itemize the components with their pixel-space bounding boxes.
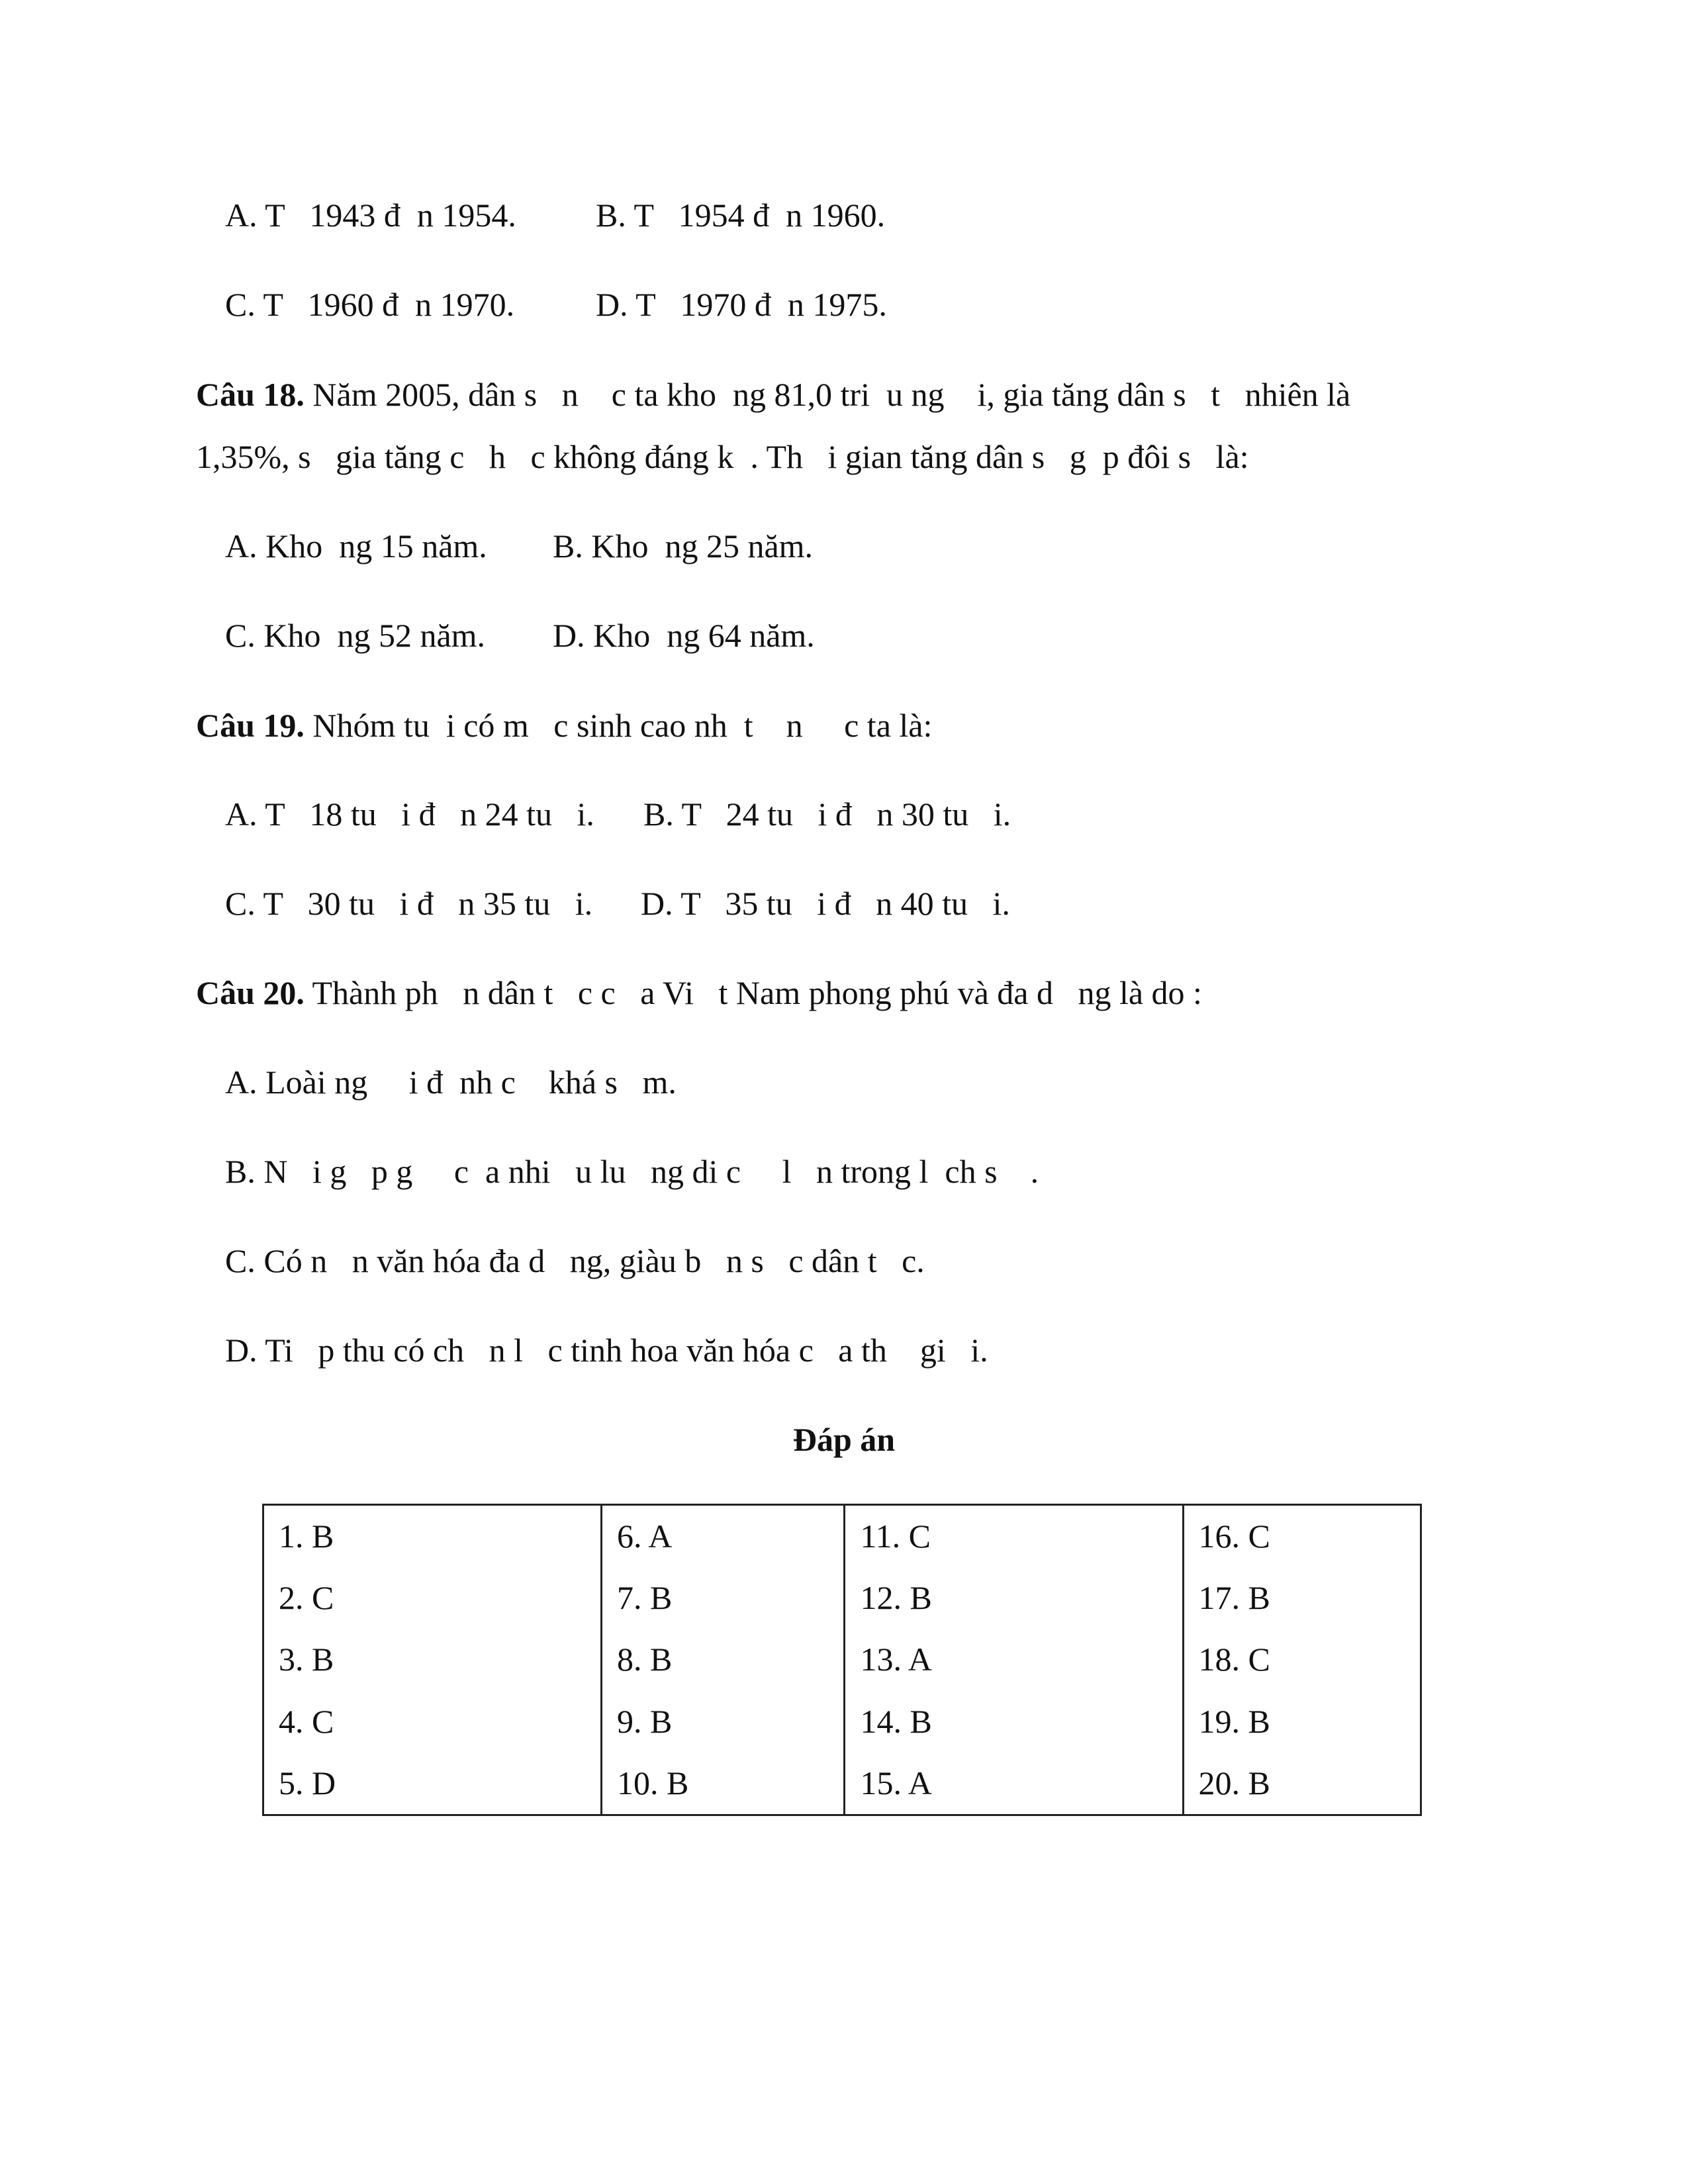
q17-option-b: B. T 1954 đ n 1960.	[596, 197, 886, 234]
q17-option-c: C. T 1960 đ n 1970.	[225, 286, 515, 323]
q18-question	[196, 375, 1350, 414]
q19-option-b: B. T 24 tu i đ n 30 tu i.	[643, 796, 1011, 833]
q18-label: Câu 18.	[196, 376, 305, 413]
table-row	[263, 1629, 1421, 1690]
answer-cell: 15. A	[845, 1752, 1183, 1815]
answer-cell: 5. D	[263, 1752, 602, 1815]
answer-cell: 9. B	[602, 1691, 845, 1752]
answer-cell: 3. B	[263, 1629, 602, 1690]
answer-cell: 20. B	[1183, 1752, 1421, 1815]
q19-option-d: D. T 35 tu i đ n 40 tu i.	[641, 885, 1010, 922]
q20-option-a: A. Loài ng i đ nh c khá s m.	[225, 1064, 677, 1101]
q18-option-d: D. Kho ng 64 năm.	[553, 617, 815, 654]
q19-question	[196, 705, 932, 745]
q17-option-d: D. T 1970 đ n 1975.	[596, 286, 887, 323]
q18-option-c: C. Kho ng 52 năm.	[225, 617, 486, 654]
table-row	[263, 1505, 1421, 1568]
answer-cell: 6. A	[602, 1505, 845, 1568]
answer-cell: 2. C	[263, 1567, 602, 1629]
q20-option-d: D. Ti p thu có ch n l c tinh hoa văn hóa c a th gi i.	[225, 1332, 988, 1369]
q18-text-line1: Năm 2005, dân s n c ta kho ng 81,0 tri u ng i, gia tăng dân s t nhiên là	[304, 376, 1351, 413]
q17-option-a: A. T 1943 đ n 1954.	[225, 197, 516, 234]
q18-option-b: B. Kho ng 25 năm.	[553, 527, 814, 565]
q19-options-row-2	[0, 884, 1688, 1042]
answer-cell: 8. B	[602, 1629, 845, 1690]
table-row	[263, 1567, 1421, 1629]
q19-text: Nhóm tu i có m c sinh cao nh t n c ta là:	[304, 707, 933, 744]
answer-cell: 10. B	[602, 1752, 845, 1815]
q19-option-c: C. T 30 tu i đ n 35 tu i.	[225, 885, 593, 922]
answer-cell: 14. B	[845, 1691, 1183, 1752]
q20-text: Thành ph n dân t c c a Vi t Nam phong phú và đa d ng là do :	[304, 974, 1202, 1011]
answer-key-table	[262, 1504, 1422, 1816]
answer-cell: 1. B	[263, 1505, 602, 1568]
answer-key-heading: Đáp án	[792, 1421, 896, 1458]
answer-cell: 7. B	[602, 1567, 845, 1629]
q19-option-a: A. T 18 tu i đ n 24 tu i.	[225, 796, 594, 833]
q19-label: Câu 19.	[196, 707, 305, 744]
q20-label: Câu 20.	[196, 974, 305, 1011]
answer-cell: 4. C	[263, 1691, 602, 1752]
q20-question	[196, 973, 1202, 1013]
q18-options-row-2	[0, 615, 1688, 774]
answer-cell: 12. B	[845, 1567, 1183, 1629]
q18-option-a: A. Kho ng 15 năm.	[225, 527, 487, 565]
answer-cell: 11. C	[845, 1505, 1183, 1568]
table-row	[263, 1752, 1421, 1815]
answer-cell: 16. C	[1183, 1505, 1421, 1568]
answer-cell: 17. B	[1183, 1567, 1421, 1629]
q20-option-c: C. Có n n văn hóa đa d ng, giàu b n s c dân t c.	[225, 1242, 925, 1279]
q18-text-line2: 1,35%, s gia tăng c h c không đáng k . Th i gian tăng dân s g p đôi s là:	[196, 438, 1249, 475]
table-row	[263, 1691, 1421, 1752]
answer-cell: 18. C	[1183, 1629, 1421, 1690]
q17-options-row-2	[0, 285, 1688, 443]
q20-option-b: B. N i g p g c a nhi u lu ng di c l n trong l ch s .	[225, 1153, 1039, 1190]
answer-cell: 13. A	[845, 1629, 1183, 1690]
answer-cell: 19. B	[1183, 1691, 1421, 1752]
